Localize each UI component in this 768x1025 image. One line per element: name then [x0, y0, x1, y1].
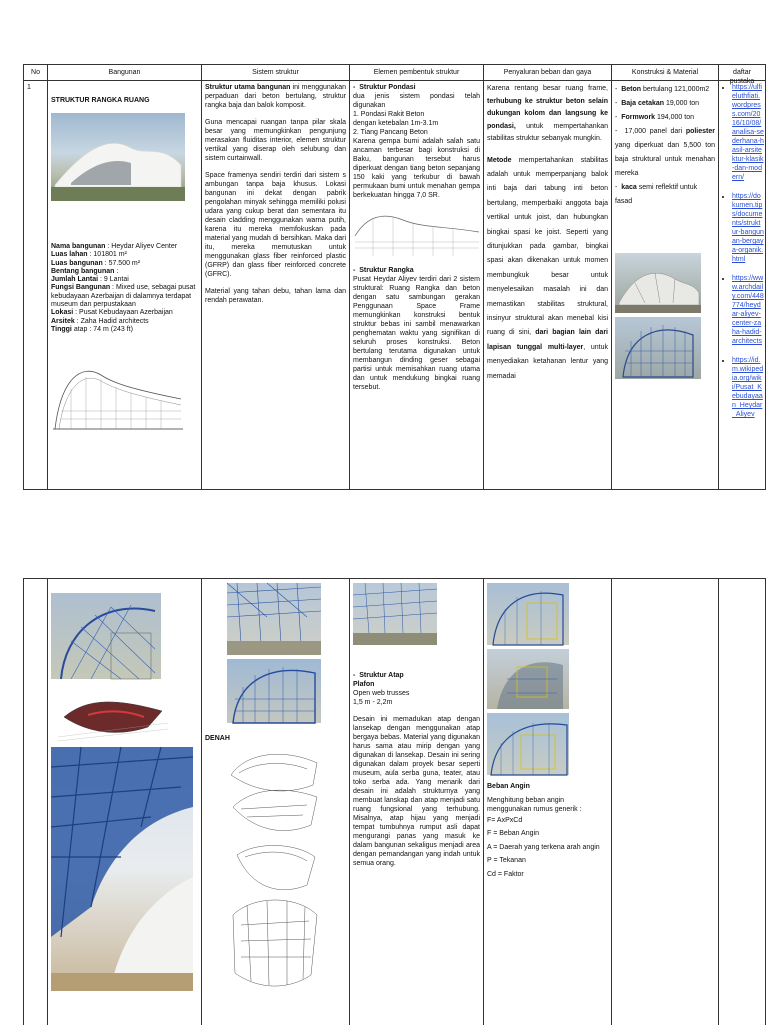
pustaka-list	[720, 83, 764, 419]
angin-line-1: Menghitung beban angin menggunakan rumus generik :	[487, 796, 582, 813]
detail-luas-lahan: Luas lahan : 101801 m²	[51, 251, 127, 259]
construction-photo-2	[615, 317, 701, 379]
space-frame-photo-2	[227, 659, 321, 723]
bangunan-title: STRUKTUR RANGKA RUANG	[51, 97, 150, 104]
denah-label: DENAH	[205, 735, 230, 742]
angin-section	[487, 780, 607, 881]
atap-line-1: Open web trusses	[353, 690, 410, 697]
row1-bangunan	[48, 81, 202, 490]
sistem-p2: Guna mencapai ruangan tanpa pilar skala besar yang memungkinkan pengunjung merasakan fluiditas interior, elemen struktur vertikal yang diserap oleh selubung dan sistem curtainwall.	[205, 119, 346, 162]
heydar-aliyev-photo	[51, 113, 185, 201]
angin-title: Beban Angin	[487, 783, 530, 790]
bangunan-details	[51, 243, 197, 334]
construction-photo-1	[615, 253, 701, 313]
angin-line-6: Cd = Faktor	[487, 870, 524, 878]
konstruksi-item-formwork: - Formwork 194,000 ton	[615, 114, 695, 121]
row1-pustaka	[719, 81, 766, 490]
konstruksi-item-panel: - 17,000 panel dari poliester yang diperkuat dan 5,500 ton baja struktural untuk menahan mereka	[615, 128, 715, 177]
row1-elemen	[350, 81, 484, 490]
beban-photo-1	[487, 583, 569, 645]
beban-photo-3	[487, 713, 569, 775]
row1-no: 1	[24, 81, 48, 490]
pondasi-line-2: 1. Pondasi Rakit Beton	[353, 111, 425, 118]
row2-elemen	[350, 579, 484, 1025]
angin-line-4: A = Daerah yang terkena arah angin	[487, 843, 600, 851]
row2-no	[24, 579, 48, 1025]
pondasi-drawing	[353, 206, 480, 258]
konstruksi-item-kaca: - kaca semi reflektif untuk fasad	[615, 184, 698, 205]
pustaka-link-2[interactable]: https://dokumen.tips/documents/struktur-bangunan-bergaya-organik.html	[732, 193, 764, 263]
table-bottom	[23, 578, 766, 1025]
header-elemen: Elemen pembentuk struktur	[350, 65, 484, 81]
structure-3d-model	[58, 687, 168, 743]
angin-line-5: P = Tekanan	[487, 857, 526, 864]
penyaluran-p2: Metode mempertahankan stabilitas adalah untuk memperpanjang balok inti baja dari tabung inti beton bertulang, memperbaiki anggota baja vertikal untuk joist, dan hubungkan bingkai spasi ke joist. Seperti yang ditunjukkan pada gambar, bingkai spasi akan dikenakan untuk momen membungkuk besar untuk menyelesaikan masalah ini dan memastikan stabilitas struktural, insinyur struktural akan menebal kisi ruang di sini, dari bagian lain dari lapisan tunggal multi-layer, untuk menyediakan ketahanan lentur yang memadai	[487, 156, 608, 380]
pustaka-link-4[interactable]: https://id.m.wikipedia.org/wiki/Pusat_Kebudayaan_Heydar_Aliyev	[732, 357, 764, 418]
rangka-para: Pusat Heydar Aliyev terdiri dari 2 sistem struktural: Ruang Rangka dan beton dengan satu sambungan gerakan Penggunaan Space Frame memungkinkan konstruksi bentuk struktur bebas ini sambil menawarkan penghematan waktu yang signifikan di seluruh proses konstruksi. Beton bertulang terutama digunakan untuk membangun dinding geser sebagai partisi untuk memisahkan ruang utama dan untuk mendukung bingkai ruang tersebut.	[353, 276, 480, 391]
row2-pustaka	[719, 579, 766, 1025]
roof-frame-photo	[353, 583, 437, 645]
header-no: No	[24, 65, 48, 81]
table-top	[23, 64, 766, 490]
header-pustaka: daftar pustaka	[719, 65, 766, 81]
pondasi-line-4: 2. Tiang Pancang Beton	[353, 129, 428, 136]
detail-bentang: Bentang bangunan :	[51, 267, 119, 275]
detail-fungsi: Fungsi Bangunan : Mixed use, sebagai pusat kebudayaan Azerbaijan di dalamnya terdapat museum dan perpustakaan	[51, 284, 196, 309]
penyaluran-p1: Karena rentang besar ruang frame, terhubung ke struktur beton selain dukungan kolom dan langsung ke pondasi, untuk mempertahankan stabilitas struktur sebanyak mungkin.	[487, 85, 608, 142]
row1-penyaluran	[484, 81, 612, 490]
detail-luas-bangunan: Luas bangunan : 57.500 m²	[51, 259, 141, 267]
konstruksi-item-beton: - Beton bertulang 121,000m2	[615, 86, 710, 93]
denah-drawings	[227, 745, 321, 1015]
detail-lokasi: Lokasi : Pusat Kebudayaan Azerbaijan	[51, 309, 173, 317]
pondasi-para: Karena gempa bumi adalah salah satu ancaman terbesar bagi konstruksi di Baku, bangunan tersebut harus diperkuat dengan tiang beton sepanjang 150 kaki yang terkubur di bawah permukaan bumi untuk menahan gempa berkekuatan hingga 7,0 SR.	[353, 138, 480, 199]
sistem-p1: Struktur utama bangunan ini menggunakan perpaduan dari beton bertulang, struktur rangka baja dan balok komposit.	[205, 84, 346, 109]
sistem-p4: Material yang tahan debu, tahan lama dan rendah perawatan.	[205, 288, 346, 304]
atap-title: - Struktur Atap	[353, 672, 404, 679]
pondasi-line-3: dengan ketebalan 1m-3.1m	[353, 120, 439, 127]
row2-bangunan	[48, 579, 202, 1025]
row2-konstruksi	[612, 579, 719, 1025]
angin-line-3: F = Beban Angin	[487, 830, 539, 837]
detail-nama: Nama bangunan : Heydar Aliyev Center	[51, 243, 178, 250]
header-sistem: Sistem struktur	[202, 65, 350, 81]
detail-tinggi: Tinggi atap : 74 m (243 ft)	[51, 325, 133, 333]
header-bangunan: Bangunan	[48, 65, 202, 81]
atap-para: Desain ini memadukan atap dengan lansekap dengan menggunakan atap bergaya bebas. Material yang digunakan harus sama atau mirip dengan yang digunakan di lansekap. Desain ini sering digunakan dalam proyek besar seperti museum, aula serba guna, teater, atau toko serba ada. Yang menarik dari desain ini adalah strukturnya yang membuat lanskap dan atap menjadi satu ruang fungsional yang terhubung. Misalnya, atap hijau yang menjadi tempat tumbuhnya rumput asli dapat mengurangi panas yang masuk ke dalam bangunan sekaligus menjadi area dengan pemandangan yang indah untuk semua orang.	[353, 716, 480, 867]
header-penyaluran: Penyaluran beban dan gaya	[484, 65, 612, 81]
interior-structure-photo	[51, 747, 193, 991]
space-frame-photo-1	[227, 583, 321, 655]
rangka-title: - Struktur Rangka	[353, 267, 414, 274]
atap-line-2: 1,5 m - 2,2m	[353, 699, 393, 706]
row1-sistem	[202, 81, 350, 490]
detail-arsitek: Arsitek : Zaha Hadid architects	[51, 317, 149, 325]
header-konstruksi: Konstruksi & Material	[612, 65, 719, 81]
angin-line-2: F= AxPxCd	[487, 816, 523, 824]
pustaka-link-3[interactable]: https://www.archdaily.com/448774/heydar-aliyev-center-zaha-hadid-architects	[732, 275, 764, 345]
section-drawing	[51, 359, 185, 435]
row1-konstruksi	[612, 81, 719, 490]
pustaka-link-1[interactable]: https://ulfieluthfiati.wordpress.com/2016/10/08/analisa-sederhana-hasil-arsitektur-klasik-dan-modern/	[732, 84, 764, 181]
pondasi-title: - Struktur Pondasi	[353, 84, 416, 91]
detail-jumlah-lantai: Jumlah Lantai : 9 Lantai	[51, 276, 129, 284]
konstruksi-item-baja: - Baja cetakan 19,000 ton	[615, 100, 700, 107]
row2-penyaluran	[484, 579, 612, 1025]
pondasi-line-1: dua jenis sistem pondasi telah digunakan	[353, 93, 480, 109]
atap-section	[353, 671, 480, 868]
steel-frame-photo	[51, 593, 161, 679]
beban-photo-2	[487, 649, 569, 709]
atap-subtitle: Plafon	[353, 681, 375, 688]
row2-sistem	[202, 579, 350, 1025]
sistem-p3: Space framenya sendiri terdiri dari sistem s ambungan tanpa baja khusus. Lokasi bangunan ini dekat dengan pabrik pengolahan minyak sehingga memiliki polusi udara yang cukup berat dan sementara itu desain cladding menggunakan warna putih, karena itu mereka memfokuskan pada material yang mudah di bersihkan. Maka dari itu, mereka memutuskan untuk menggunakan glass fiber reinforced plastic (GFRP) dan glass fiber reinforced concrete (GFRC).	[205, 172, 346, 278]
